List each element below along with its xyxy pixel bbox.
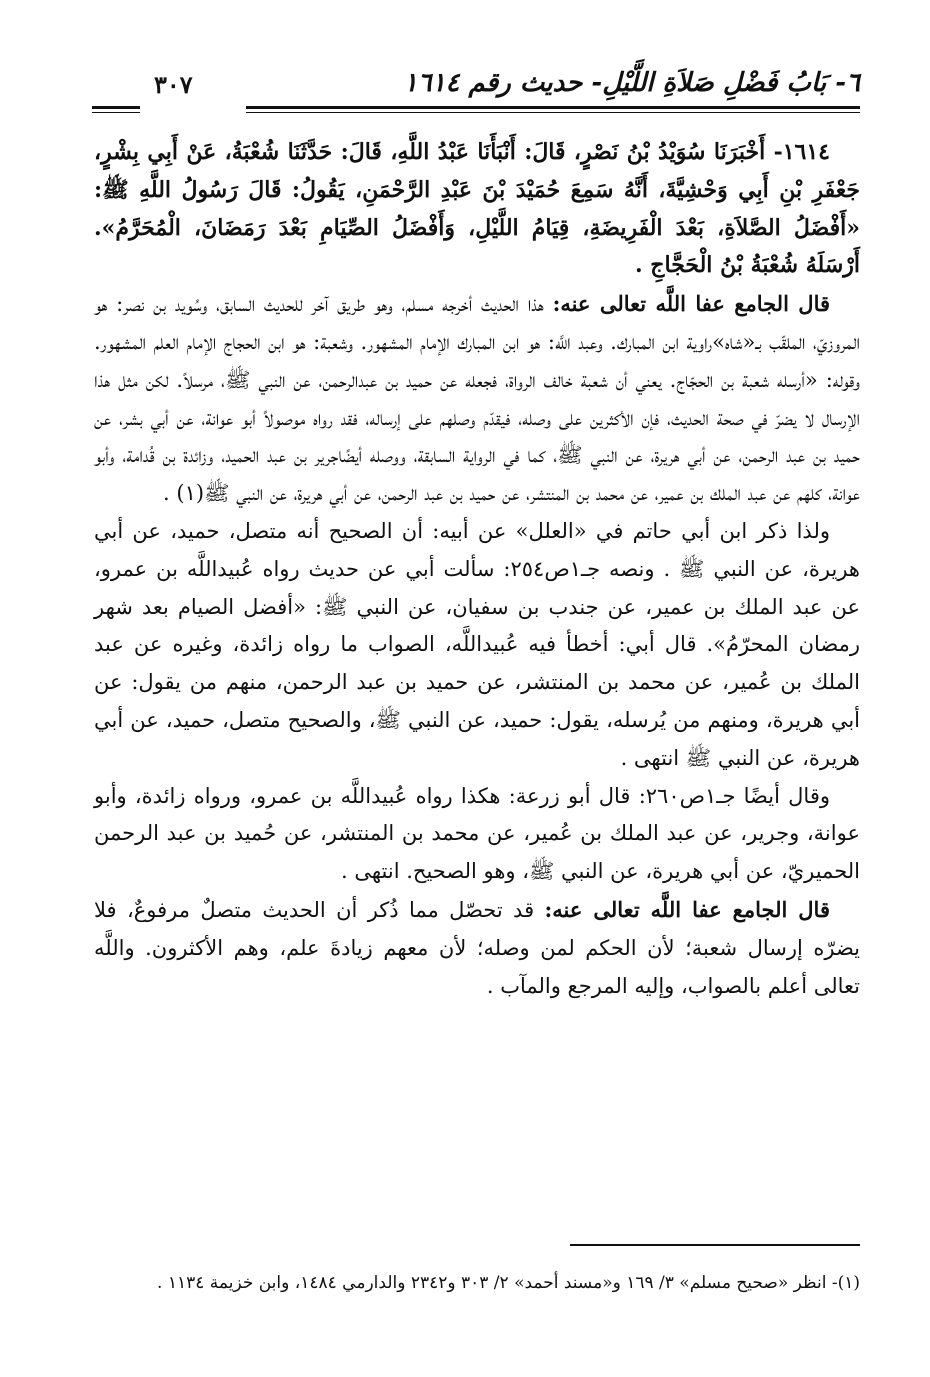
page-number: ٣٠٧ <box>154 70 193 99</box>
main-text <box>94 134 860 1005</box>
commentary-body: وقال أيضًا جـ١ص٢٦٠: قال أبو زرعة: هكذا رواه عُبيداللَّه بن عمرو، ورواه زائدة، وأبو عوانة، وجرير، عن عبد الملك بن عُمير، عن محمد بن المنتشر، عن حُميد بن عبد الرحمن الحميريّ، عن أبي هريرة، عن النبي ﷺ، وهو الصحيح. انتهى . <box>94 783 860 884</box>
footnote-text: (١)- انظر «صحيح مسلم» ٣/ ١٦٩ و«مسند أحمد» ٢/ ٣٠٣ و٢٣٤٢ والدارمي ١٤٨٤، وابن خزيمة ١١٣٤ . <box>157 1273 860 1293</box>
header-rule-left-thin <box>92 112 140 113</box>
commentary-paragraph <box>94 778 860 891</box>
commentary-paragraph <box>94 513 860 778</box>
commentary-body: ولذا ذكر ابن أبي حاتم في «العلل» عن أبيه: أن الصحيح أنه متصل، حميد، عن أبي هريرة، عن النبي ﷺ . ونصه جـ١ص٢٥٤: سألت أبي عن حديث رواه عُبيداللَّه بن عمرو، عن عبد الملك بن عمير، عن جندب بن سفيان، عن النبي ﷺ: «أفضل الصيام بعد شهر رمضان المحرّمُ». قال أبي: أخطأ فيه عُبيداللَّه، الصواب ما رواه زائدة، وغيره عن عبد الملك بن عُمير، عن محمد بن المنتشر، عن حميد بن عبد الرحمن، منهم من يقول: عن أبي هريرة، ومنهم من يُرسله، يقول: حميد، عن النبي ﷺ، والصحيح متصل، حميد، عن أبي هريرة، عن النبي ﷺ انتهى . <box>94 518 861 770</box>
commentary-paragraph <box>94 285 860 513</box>
commentary-body: قد تحصّل مما ذُكر أن الحديث متصلٌ مرفوعٌ، فلا يضرّه إرسال شعبة؛ لأن الحكم لمن وصله؛ لأن معهم زيادةَ علم، وهم الأكثرون. واللَّه تعالى أعلم بالصواب، وإليه المرجع والمآب . <box>94 897 860 998</box>
commentary-lead: قال الجامع عفا اللَّه تعالى عنه: <box>552 291 831 317</box>
footnote <box>94 1268 860 1298</box>
commentary-paragraph <box>94 891 860 1005</box>
header-rule-left-thick <box>92 106 140 109</box>
chapter-title: ٦- بَابُ فَضْلِ صَلاَةِ اللَّيْلِ- حديث رقم ١٦١٤ <box>403 68 860 98</box>
header-rule-right-thin <box>246 112 860 113</box>
footnote-separator <box>570 1244 860 1246</box>
hadith-text: ١٦١٤- أَخْبَرَنَا سُوَيْدُ بْنُ نَصْرٍ، قَالَ: أَنْبَأَنَا عَبْدُ اللَّهِ، قَالَ: حَدَّثَنَا شُعْبَةُ، عَنْ أَبِي بِشْرٍ، جَعْفَرِ بْنِ أَبِي وَحْشِيَّةَ، أَنَّهُ سَمِعَ حُمَيْدَ بْنَ عَبْدِ الرَّحْمَنِ، يَقُولُ: قَالَ رَسُولُ اللَّهِ ﷺ: «أَفْضَلُ الصَّلاَةِ، بَعْدَ الْفَرِيضَةِ، قِيَامُ اللَّيْلِ، وَأَفْضَلُ الصِّيَامِ بَعْدَ رَمَضَانَ، الْمُحَرَّمُ». أَرْسَلَهُ شُعْبَةُ بْنُ الْحَجَّاجِ . <box>94 139 860 279</box>
commentary-lead: قال الجامع عفا اللَّه تعالى عنه: <box>544 896 830 922</box>
commentary-body: هذا الحديث أخرجه مسلم، وهو طريق آخر للحديث السابق، وسُويد بن نصر: هو المروزيّ، الملقّب بـ«شاه»راوية ابن المبارك. وعبد اللَّه: هو ابن المبارك الإمام المشهور. وشعبة: هو ابن الحجاج الإمام العلم المشهور. وقوله: «أرسله شعبة بن الحجّاج. يعني أن شعبة خالف الرواة، فجعله عن حميد بن عبدالرحمن، عن النبي ﷺ، مرسلاً. لكن مثل هذا الإرسال لا يضرّ في صحة الحديث، فإن الأكثرين على وصله، فيقدّم وصلهم على إرساله، فقد رواه موصولاً أبو عوانة، عن أبي بشر، عن حميد بن عبد الرحمن، عن أبي هريرة، عن النبي ﷺ، كما في الرواية السابقة، ووصله أيضًاجرير بن عبد الحميد، وزائدة بن قُدامة، وأبو عوانة، كلهم عن عبد الملك بن عمير، عن محمد بن المنتشر، عن حميد بن عبد الرحمن، عن أبي هريرة، عن النبي ﷺ(١) . <box>94 292 860 506</box>
running-header <box>92 68 860 108</box>
header-rule-right-thick <box>246 106 860 109</box>
